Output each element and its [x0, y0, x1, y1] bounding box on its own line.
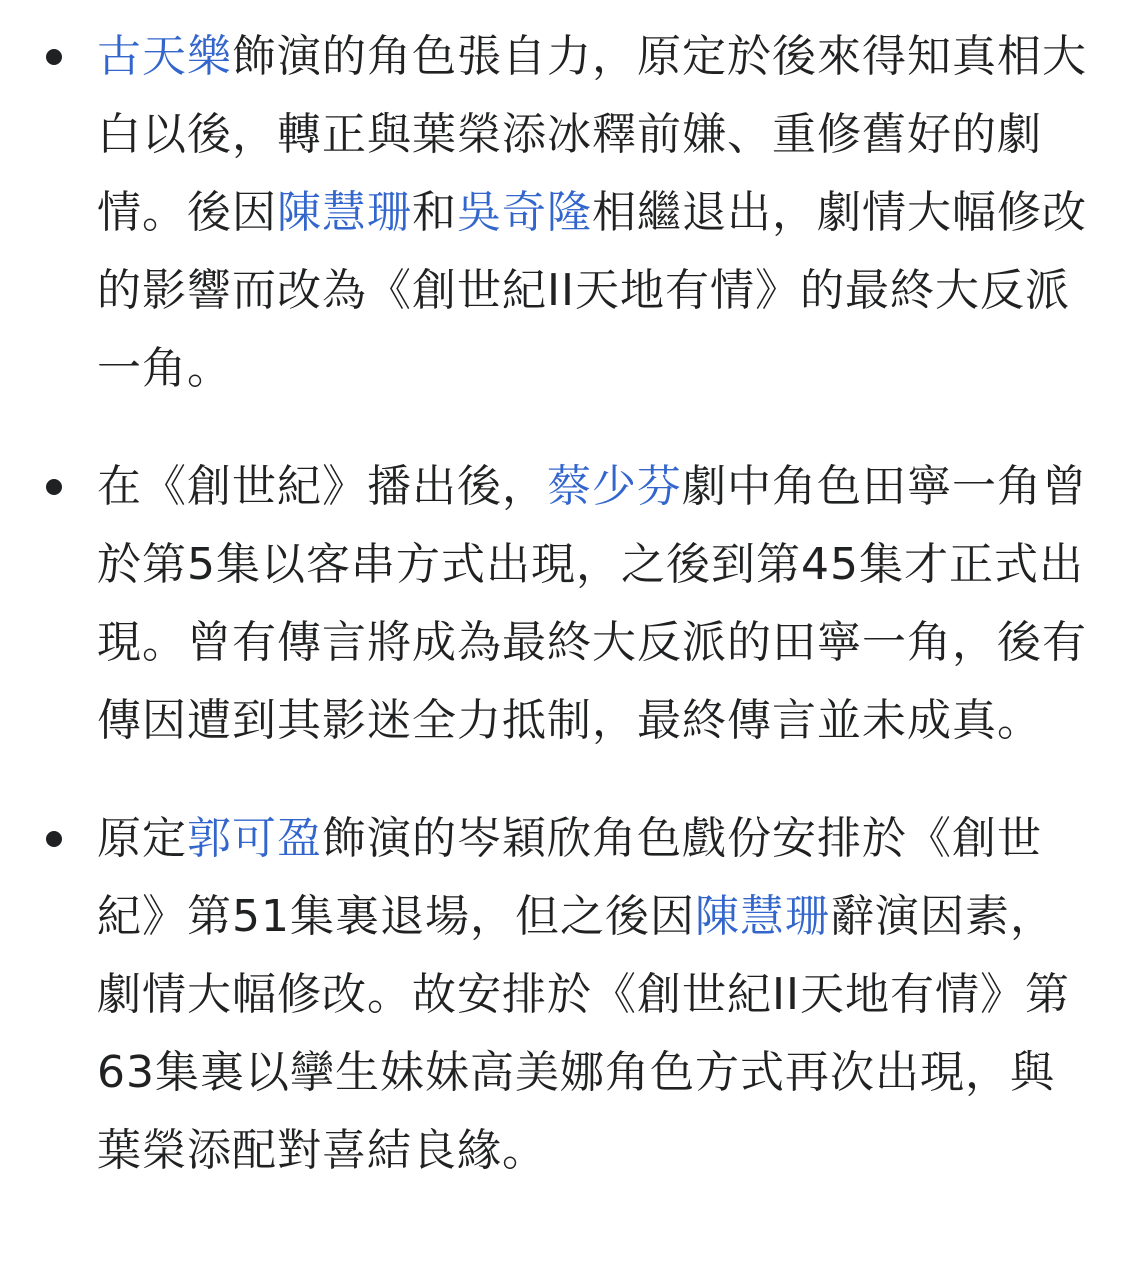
- trivia-list: [0, 18, 1125, 1190]
- list-item: [0, 18, 1125, 408]
- note-text: 飾演的岑穎欣角色戲份安排於《創世紀》第51集裏退場，但之後因: [97, 813, 1042, 942]
- person-link[interactable]: 古天樂: [97, 31, 232, 82]
- list-item: [0, 448, 1125, 760]
- note-text: 劇中角色田寧一角曾於第5集以客串方式出現，之後到第45集才正式出現。曾有傳言將成為最終大反派的田寧一角，後有傳因遭到其影迷全力抵制，最終傳言並未成真。: [97, 461, 1087, 746]
- person-link[interactable]: 陳慧珊: [695, 891, 830, 942]
- person-link[interactable]: 郭可盈: [187, 813, 322, 864]
- bullet-icon: [46, 831, 62, 847]
- person-link[interactable]: 陳慧珊: [277, 187, 412, 238]
- note-text: 相繼退出，劇情大幅修改的影響而改為《創世紀II天地有情》的最終大反派一角。: [97, 187, 1087, 394]
- note-text: 和: [412, 187, 457, 238]
- bullet-icon: [46, 49, 62, 65]
- note-text: 原定: [97, 813, 187, 864]
- note-text: 辭演因素，劇情大幅修改。故安排於《創世紀II天地有情》第63集裏以攣生妹妹高美娜角色方式再次出現，與葉榮添配對喜結良緣。: [97, 891, 1070, 1176]
- bullet-icon: [46, 479, 62, 495]
- person-link[interactable]: 吳奇隆: [457, 187, 592, 238]
- person-link[interactable]: 蔡少芬: [547, 461, 682, 512]
- note-text: 在《創世紀》播出後，: [97, 461, 547, 512]
- list-item: [0, 800, 1125, 1190]
- note-text: 飾演的角色張自力，原定於後來得知真相大白以後，轉正與葉榮添冰釋前嫌、重修舊好的劇情。後因: [97, 31, 1087, 238]
